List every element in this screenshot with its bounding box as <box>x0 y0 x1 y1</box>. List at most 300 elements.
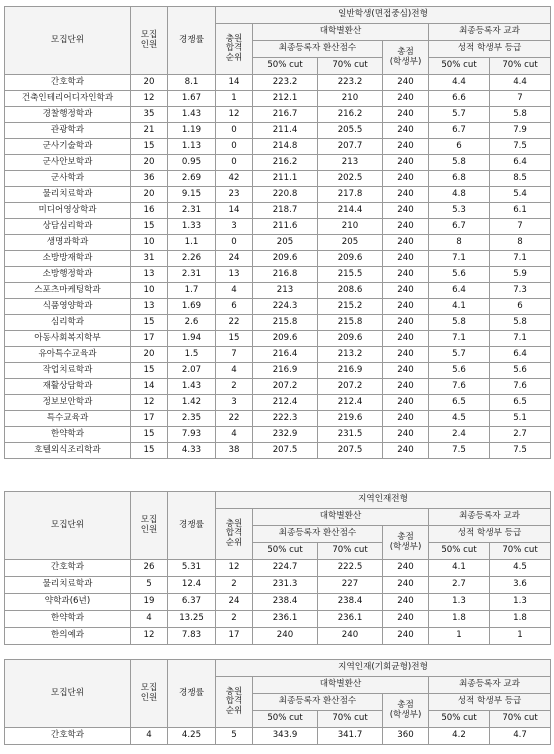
table-title: 지역인재전형 <box>216 492 551 509</box>
cut50-cell: 209.6 <box>253 331 318 347</box>
ratio-cell: 1.69 <box>168 299 216 315</box>
cut70-cell: 205 <box>318 235 383 251</box>
fill-rank-cell: 12 <box>216 560 253 577</box>
quota-cell: 4 <box>131 728 168 745</box>
quota-cell: 15 <box>131 363 168 379</box>
ratio-cell: 2.31 <box>168 267 216 283</box>
ratio-cell: 13.25 <box>168 611 216 628</box>
ratio-cell: 5.31 <box>168 560 216 577</box>
cut50-cell: 215.8 <box>253 315 318 331</box>
grade-cut70-cell: 5.8 <box>490 315 551 331</box>
cut70-cell: 207.7 <box>318 139 383 155</box>
table-row <box>5 235 551 251</box>
grade-cut50-cell: 4.5 <box>429 411 490 427</box>
grade-cut50-cell: 1.8 <box>429 611 490 628</box>
grade-cut70-cell: 2.7 <box>490 427 551 443</box>
table-row <box>5 331 551 347</box>
cut70-cell: 219.6 <box>318 411 383 427</box>
ratio-cell: 6.37 <box>168 594 216 611</box>
dept-cell: 상담심리학과 <box>5 219 131 235</box>
grade-cut70-cell: 4.5 <box>490 560 551 577</box>
table-row <box>5 379 551 395</box>
cut50-cell: 220.8 <box>253 187 318 203</box>
grade-cut70-cell: 8 <box>490 235 551 251</box>
ratio-cell: 2.69 <box>168 171 216 187</box>
dept-cell: 간호학과 <box>5 75 131 91</box>
grade-cut70-cell: 5.8 <box>490 107 551 123</box>
dept-cell: 군사학과 <box>5 171 131 187</box>
grade-cut50-cell: 6.7 <box>429 123 490 139</box>
cut70-cell: 215.2 <box>318 299 383 315</box>
cut70-cell: 216.9 <box>318 363 383 379</box>
dept-cell: 호텔외식조리학과 <box>5 443 131 459</box>
cut70-cell: 210 <box>318 91 383 107</box>
grade-cut70-cell: 1.3 <box>490 594 551 611</box>
quota-cell: 12 <box>131 395 168 411</box>
grade-cut50-cell: 5.8 <box>429 155 490 171</box>
header-grade-title: 최종등록자 교과 <box>429 24 551 41</box>
header-ratio: 경쟁률 <box>168 660 216 728</box>
grade-cut70-cell: 7.5 <box>490 443 551 459</box>
cut70-cell: 215.8 <box>318 315 383 331</box>
quota-cell: 10 <box>131 235 168 251</box>
dept-cell: 소방방재학과 <box>5 251 131 267</box>
dept-cell: 간호학과 <box>5 560 131 577</box>
cut70-cell: 207.5 <box>318 443 383 459</box>
dept-cell: 간호학과 <box>5 728 131 745</box>
fill-rank-cell: 24 <box>216 251 253 267</box>
dept-cell: 군사안보학과 <box>5 155 131 171</box>
fill-rank-cell: 4 <box>216 363 253 379</box>
ratio-cell: 2.35 <box>168 411 216 427</box>
cut70-cell: 209.6 <box>318 251 383 267</box>
fill-rank-cell: 38 <box>216 443 253 459</box>
total-cell: 240 <box>383 155 429 171</box>
total-cell: 240 <box>383 187 429 203</box>
total-cell: 240 <box>383 251 429 267</box>
grade-cut50-cell: 4.1 <box>429 299 490 315</box>
cut50-cell: 216.9 <box>253 363 318 379</box>
fill-rank-cell: 14 <box>216 203 253 219</box>
grade-cut50-cell: 2.7 <box>429 577 490 594</box>
grade-cut50-cell: 5.6 <box>429 363 490 379</box>
ratio-cell: 1.13 <box>168 139 216 155</box>
grade-cut50-cell: 5.8 <box>429 315 490 331</box>
total-cell: 240 <box>383 395 429 411</box>
cut50-cell: 214.8 <box>253 139 318 155</box>
grade-cut70-cell: 7 <box>490 219 551 235</box>
total-cell: 240 <box>383 171 429 187</box>
cut70-cell: 213.2 <box>318 347 383 363</box>
grade-cut70-cell: 1.8 <box>490 611 551 628</box>
admission-table-regional <box>4 491 551 645</box>
cut70-cell: 216.2 <box>318 107 383 123</box>
quota-cell: 17 <box>131 331 168 347</box>
cut70-cell: 231.5 <box>318 427 383 443</box>
ratio-cell: 1.1 <box>168 235 216 251</box>
ratio-cell: 2.26 <box>168 251 216 267</box>
grade-cut50-cell: 4.2 <box>429 728 490 745</box>
fill-rank-cell: 15 <box>216 331 253 347</box>
cut70-cell: 205.5 <box>318 123 383 139</box>
dept-cell: 한약학과 <box>5 611 131 628</box>
fill-rank-cell: 14 <box>216 75 253 91</box>
header-fill-rank: 충원 합격 순위 <box>216 24 253 75</box>
cut70-cell: 208.6 <box>318 283 383 299</box>
grade-cut70-cell: 6.5 <box>490 395 551 411</box>
grade-cut70-cell: 5.1 <box>490 411 551 427</box>
table-title: 지역인재(기회균형)전형 <box>216 660 551 677</box>
dept-cell: 경찰행정학과 <box>5 107 131 123</box>
grade-cut70-cell: 7.3 <box>490 283 551 299</box>
quota-cell: 35 <box>131 107 168 123</box>
cut50-cell: 224.7 <box>253 560 318 577</box>
quota-cell: 19 <box>131 594 168 611</box>
quota-cell: 20 <box>131 155 168 171</box>
cut50-cell: 212.4 <box>253 395 318 411</box>
header-final-conv: 최종등록자 환산점수 <box>253 41 383 58</box>
cut70-cell: 236.1 <box>318 611 383 628</box>
fill-rank-cell: 4 <box>216 427 253 443</box>
grade-cut50-cell: 1.3 <box>429 594 490 611</box>
header-total: 총점 (학생부) <box>383 526 429 560</box>
total-cell: 240 <box>383 315 429 331</box>
header-final-conv: 최종등록자 환산점수 <box>253 694 383 711</box>
ratio-cell: 1.43 <box>168 107 216 123</box>
header-quota: 모집 인원 <box>131 7 168 75</box>
grade-cut70-cell: 1 <box>490 628 551 645</box>
cut70-cell: 212.4 <box>318 395 383 411</box>
ratio-cell: 1.33 <box>168 219 216 235</box>
header-grade-sub: 성적 학생부 등급 <box>429 526 551 543</box>
total-cell: 240 <box>383 347 429 363</box>
total-cell: 240 <box>383 560 429 577</box>
cut50-cell: 224.3 <box>253 299 318 315</box>
dept-cell: 건축인테리어디자인학과 <box>5 91 131 107</box>
fill-rank-cell: 24 <box>216 594 253 611</box>
fill-rank-cell: 22 <box>216 315 253 331</box>
cut50-cell: 211.4 <box>253 123 318 139</box>
ratio-cell: 1.94 <box>168 331 216 347</box>
fill-rank-cell: 5 <box>216 728 253 745</box>
total-cell: 240 <box>383 443 429 459</box>
header-univ-conv: 대학별환산 <box>253 677 429 694</box>
quota-cell: 16 <box>131 203 168 219</box>
table-row <box>5 411 551 427</box>
cut70-cell: 217.8 <box>318 187 383 203</box>
total-cell: 240 <box>383 411 429 427</box>
cut50-cell: 216.8 <box>253 267 318 283</box>
total-cell: 240 <box>383 594 429 611</box>
fill-rank-cell: 23 <box>216 187 253 203</box>
table-row <box>5 363 551 379</box>
total-cell: 240 <box>383 283 429 299</box>
header-grade-title: 최종등록자 교과 <box>429 509 551 526</box>
header-final-conv: 최종등록자 환산점수 <box>253 526 383 543</box>
cut70-cell: 209.6 <box>318 331 383 347</box>
cut70-cell: 215.5 <box>318 267 383 283</box>
header-dept: 모집단위 <box>5 7 131 75</box>
header-cut70: 70% cut <box>318 58 383 75</box>
quota-cell: 15 <box>131 315 168 331</box>
fill-rank-cell: 6 <box>216 299 253 315</box>
dept-cell: 소방행정학과 <box>5 267 131 283</box>
fill-rank-cell: 0 <box>216 123 253 139</box>
cut50-cell: 238.4 <box>253 594 318 611</box>
grade-cut50-cell: 1 <box>429 628 490 645</box>
total-cell: 240 <box>383 379 429 395</box>
header-grade-cut50: 50% cut <box>429 58 490 75</box>
cut50-cell: 212.1 <box>253 91 318 107</box>
header-fill-rank: 충원 합격 순위 <box>216 509 253 560</box>
grade-cut50-cell: 5.6 <box>429 267 490 283</box>
grade-cut50-cell: 7.5 <box>429 443 490 459</box>
header-ratio: 경쟁률 <box>168 7 216 75</box>
ratio-cell: 1.67 <box>168 91 216 107</box>
quota-cell: 17 <box>131 411 168 427</box>
header-cut70: 70% cut <box>318 543 383 560</box>
table-row <box>5 203 551 219</box>
grade-cut50-cell: 6.7 <box>429 219 490 235</box>
total-cell: 240 <box>383 91 429 107</box>
total-cell: 240 <box>383 235 429 251</box>
ratio-cell: 12.4 <box>168 577 216 594</box>
cut50-cell: 218.7 <box>253 203 318 219</box>
table-row <box>5 171 551 187</box>
table-row <box>5 347 551 363</box>
grade-cut70-cell: 7.5 <box>490 139 551 155</box>
table-body <box>5 728 551 745</box>
header-dept: 모집단위 <box>5 660 131 728</box>
cut50-cell: 222.3 <box>253 411 318 427</box>
quota-cell: 13 <box>131 299 168 315</box>
grade-cut50-cell: 6.8 <box>429 171 490 187</box>
table-title: 일반학생(면접중심)전형 <box>216 7 551 24</box>
fill-rank-cell: 22 <box>216 411 253 427</box>
total-cell: 240 <box>383 427 429 443</box>
table-row <box>5 728 551 745</box>
grade-cut70-cell: 4.4 <box>490 75 551 91</box>
grade-cut70-cell: 6.1 <box>490 203 551 219</box>
dept-cell: 아동사회복지학부 <box>5 331 131 347</box>
header-cut50: 50% cut <box>253 58 318 75</box>
header-grade-cut50: 50% cut <box>429 543 490 560</box>
cut50-cell: 236.1 <box>253 611 318 628</box>
total-cell: 240 <box>383 267 429 283</box>
table-row <box>5 75 551 91</box>
dept-cell: 생명과학과 <box>5 235 131 251</box>
header-dept: 모집단위 <box>5 492 131 560</box>
table-row <box>5 560 551 577</box>
cut70-cell: 214.4 <box>318 203 383 219</box>
ratio-cell: 8.1 <box>168 75 216 91</box>
table-row <box>5 577 551 594</box>
cut50-cell: 343.9 <box>253 728 318 745</box>
quota-cell: 31 <box>131 251 168 267</box>
total-cell: 240 <box>383 107 429 123</box>
dept-cell: 약학과(6년) <box>5 594 131 611</box>
ratio-cell: 9.15 <box>168 187 216 203</box>
cut70-cell: 238.4 <box>318 594 383 611</box>
grade-cut50-cell: 5.7 <box>429 107 490 123</box>
cut50-cell: 207.5 <box>253 443 318 459</box>
fill-rank-cell: 7 <box>216 347 253 363</box>
header-grade-sub: 성적 학생부 등급 <box>429 694 551 711</box>
dept-cell: 군사기술학과 <box>5 139 131 155</box>
table-row <box>5 299 551 315</box>
dept-cell: 한의예과 <box>5 628 131 645</box>
quota-cell: 36 <box>131 171 168 187</box>
dept-cell: 물리치료학과 <box>5 187 131 203</box>
ratio-cell: 2.07 <box>168 363 216 379</box>
dept-cell: 특수교육과 <box>5 411 131 427</box>
ratio-cell: 4.25 <box>168 728 216 745</box>
cut50-cell: 232.9 <box>253 427 318 443</box>
cut70-cell: 227 <box>318 577 383 594</box>
quota-cell: 15 <box>131 219 168 235</box>
dept-cell: 스포츠마케팅학과 <box>5 283 131 299</box>
ratio-cell: 2.6 <box>168 315 216 331</box>
cut50-cell: 223.2 <box>253 75 318 91</box>
dept-cell: 재활상담학과 <box>5 379 131 395</box>
table-row <box>5 594 551 611</box>
dept-cell: 관광학과 <box>5 123 131 139</box>
dept-cell: 미디어영상학과 <box>5 203 131 219</box>
quota-cell: 26 <box>131 560 168 577</box>
dept-cell: 한약학과 <box>5 427 131 443</box>
ratio-cell: 1.19 <box>168 123 216 139</box>
header-total: 총점 (학생부) <box>383 694 429 728</box>
ratio-cell: 1.42 <box>168 395 216 411</box>
fill-rank-cell: 0 <box>216 155 253 171</box>
quota-cell: 4 <box>131 611 168 628</box>
table-row <box>5 139 551 155</box>
quota-cell: 13 <box>131 267 168 283</box>
quota-cell: 15 <box>131 139 168 155</box>
total-cell: 240 <box>383 299 429 315</box>
ratio-cell: 0.95 <box>168 155 216 171</box>
grade-cut50-cell: 7.6 <box>429 379 490 395</box>
ratio-cell: 2.31 <box>168 203 216 219</box>
cut50-cell: 211.1 <box>253 171 318 187</box>
grade-cut50-cell: 5.3 <box>429 203 490 219</box>
fill-rank-cell: 2 <box>216 379 253 395</box>
fill-rank-cell: 42 <box>216 171 253 187</box>
table-body <box>5 75 551 459</box>
header-grade-sub: 성적 학생부 등급 <box>429 41 551 58</box>
total-cell: 240 <box>383 203 429 219</box>
header-cut50: 50% cut <box>253 711 318 728</box>
cut70-cell: 207.2 <box>318 379 383 395</box>
quota-cell: 10 <box>131 283 168 299</box>
grade-cut70-cell: 5.9 <box>490 267 551 283</box>
total-cell: 240 <box>383 123 429 139</box>
table-row <box>5 611 551 628</box>
grade-cut70-cell: 6 <box>490 299 551 315</box>
table-row <box>5 251 551 267</box>
grade-cut50-cell: 7.1 <box>429 251 490 267</box>
grade-cut50-cell: 2.4 <box>429 427 490 443</box>
table-row <box>5 267 551 283</box>
cut70-cell: 240 <box>318 628 383 645</box>
grade-cut70-cell: 8.5 <box>490 171 551 187</box>
grade-cut70-cell: 7 <box>490 91 551 107</box>
dept-cell: 물리치료학과 <box>5 577 131 594</box>
fill-rank-cell: 0 <box>216 139 253 155</box>
grade-cut50-cell: 4.8 <box>429 187 490 203</box>
cut70-cell: 210 <box>318 219 383 235</box>
grade-cut50-cell: 6 <box>429 139 490 155</box>
dept-cell: 식품영양학과 <box>5 299 131 315</box>
quota-cell: 14 <box>131 379 168 395</box>
dept-cell: 유아특수교육과 <box>5 347 131 363</box>
header-univ-conv: 대학별환산 <box>253 509 429 526</box>
ratio-cell: 1.5 <box>168 347 216 363</box>
table-row <box>5 187 551 203</box>
ratio-cell: 4.33 <box>168 443 216 459</box>
header-grade-title: 최종등록자 교과 <box>429 677 551 694</box>
admission-table-general <box>4 6 551 459</box>
table-body <box>5 560 551 645</box>
fill-rank-cell: 3 <box>216 219 253 235</box>
header-grade-cut70: 70% cut <box>490 58 551 75</box>
cut70-cell: 213 <box>318 155 383 171</box>
table-row <box>5 443 551 459</box>
dept-cell: 작업치료학과 <box>5 363 131 379</box>
grade-cut50-cell: 7.1 <box>429 331 490 347</box>
cut50-cell: 207.2 <box>253 379 318 395</box>
grade-cut70-cell: 7.1 <box>490 331 551 347</box>
grade-cut70-cell: 7.6 <box>490 379 551 395</box>
table-row <box>5 427 551 443</box>
header-cut50: 50% cut <box>253 543 318 560</box>
ratio-cell: 1.7 <box>168 283 216 299</box>
cut70-cell: 223.2 <box>318 75 383 91</box>
quota-cell: 21 <box>131 123 168 139</box>
fill-rank-cell: 3 <box>216 395 253 411</box>
ratio-cell: 1.43 <box>168 379 216 395</box>
fill-rank-cell: 2 <box>216 577 253 594</box>
total-cell: 240 <box>383 219 429 235</box>
total-cell: 360 <box>383 728 429 745</box>
fill-rank-cell: 12 <box>216 107 253 123</box>
table-row <box>5 315 551 331</box>
grade-cut70-cell: 5.4 <box>490 187 551 203</box>
fill-rank-cell: 2 <box>216 611 253 628</box>
total-cell: 240 <box>383 628 429 645</box>
cut70-cell: 341.7 <box>318 728 383 745</box>
table-row <box>5 628 551 645</box>
header-quota: 모집 인원 <box>131 492 168 560</box>
total-cell: 240 <box>383 139 429 155</box>
grade-cut70-cell: 4.7 <box>490 728 551 745</box>
grade-cut50-cell: 4.1 <box>429 560 490 577</box>
quota-cell: 15 <box>131 443 168 459</box>
cut50-cell: 213 <box>253 283 318 299</box>
fill-rank-cell: 4 <box>216 283 253 299</box>
table-row <box>5 395 551 411</box>
cut50-cell: 216.4 <box>253 347 318 363</box>
cut50-cell: 216.7 <box>253 107 318 123</box>
fill-rank-cell: 0 <box>216 235 253 251</box>
fill-rank-cell: 1 <box>216 91 253 107</box>
ratio-cell: 7.83 <box>168 628 216 645</box>
fill-rank-cell: 13 <box>216 267 253 283</box>
header-quota: 모집 인원 <box>131 660 168 728</box>
cut70-cell: 222.5 <box>318 560 383 577</box>
table-row <box>5 283 551 299</box>
cut50-cell: 216.2 <box>253 155 318 171</box>
